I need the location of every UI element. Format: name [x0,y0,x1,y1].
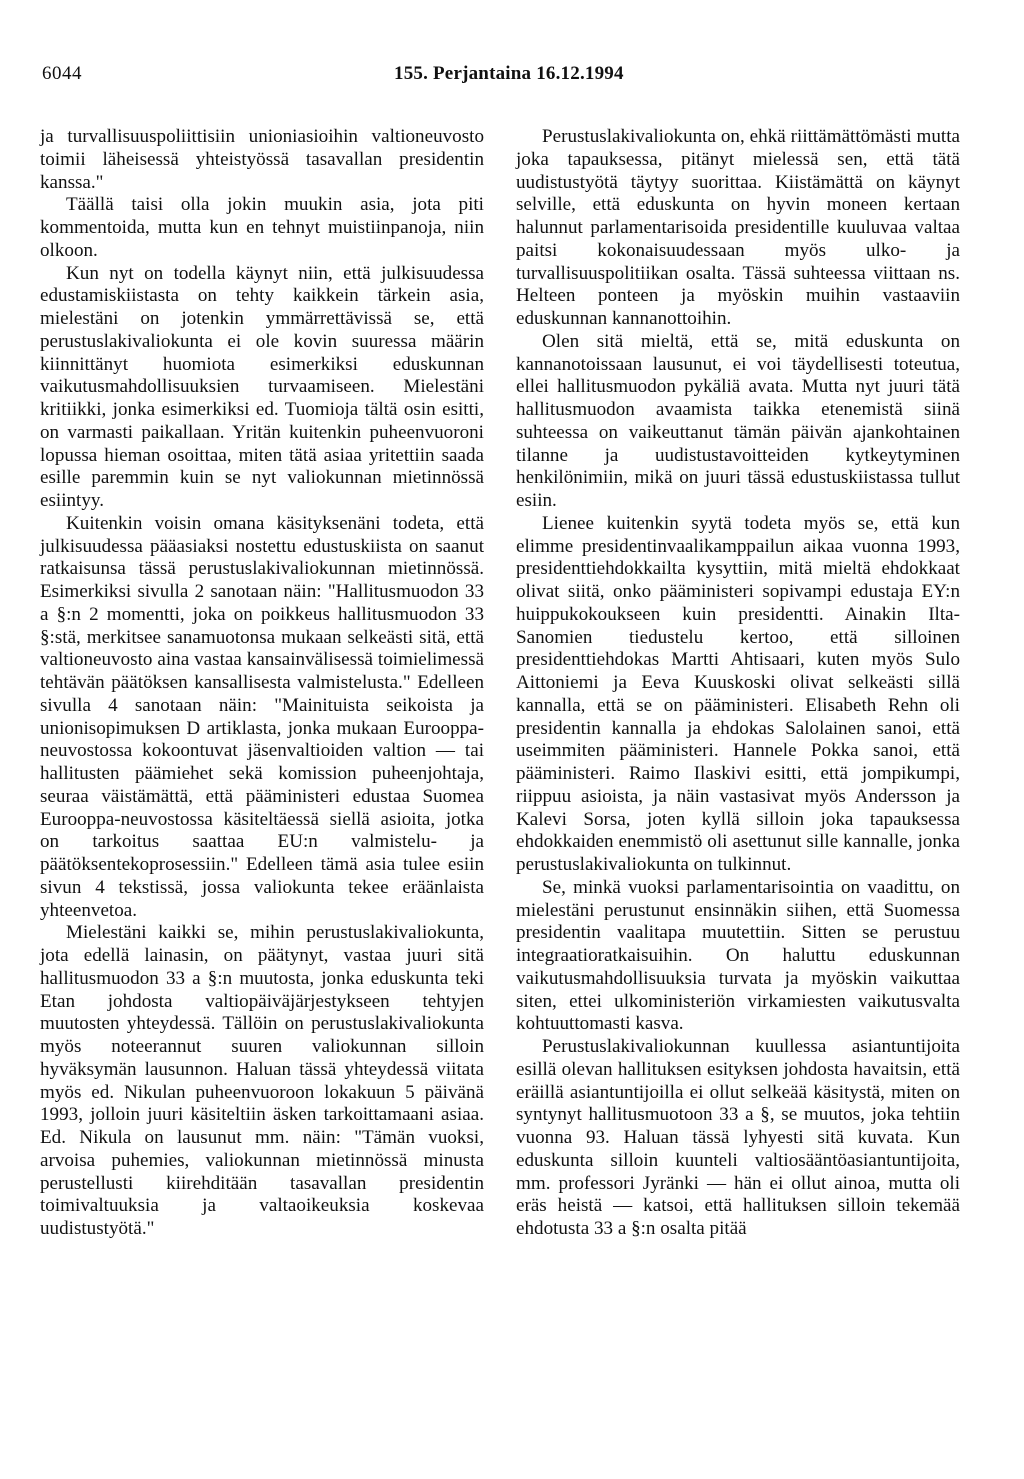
page-header [42,62,982,86]
paragraph: Täällä taisi olla jokin muukin asia, jota piti kommentoida, mutta kun en tehnyt muistiinpanoja, niin olkoon. [40,194,484,261]
page-number: 6044 [42,63,82,84]
paragraph: Kun nyt on todella käynyt niin, että julkisuudessa edustamiskiistasta on tehty kaikkein tärkein asia, mielestäni on jotenkin ymmärrettävissä se, että perustuslakivaliokunta ei ole kovin suuressa määrin kiinnittänyt huomiota esimerkiksi eduskunnan vaikutusmahdollisuuksien turvaamiseen. Mielestäni kritiikki, jonka esimerkiksi ed. Tuomioja tältä osin esitti, on varmasti paikallaan. Yritän kuitenkin puheenvuoroni lopussa hieman osoittaa, miten tätä asiaa yritettiin saada esille paremmin kuin se nyt valiokunnan mietinnössä esiintyy. [40,262,484,511]
paragraph: Mielestäni kaikki se, mihin perustuslakivaliokunta, jota edellä lainasin, on päätynyt, vastaa juuri sitä hallitusmuodon 33 a §:n muutosta, jonka eduskunta teki Etan johdosta valtiopäiväjärjestykseen tehtyjen muutosten yhteydessä. Tällöin on perustuslakivaliokunta myös noteerannut suuren valiokunnan silloin hyväksymän lausunnon. Haluan tässä yhteydessä viitata myös ed. Nikulan puheenvuoroon lokakuun 5 päivänä 1993, jolloin juuri käsiteltiin äsken tarkoittamaani asiaa. Ed. Nikula on lausunut mm. näin: "Tämän vuoksi, arvoisa puhemies, valiokunnan mietinnössä minusta perustellusti kiirehditään tasavallan presidentin toimivaltuuksia ja valtaoikeuksia koskevaa uudistustyötä." [40,922,484,1239]
paragraph: Olen sitä mieltä, että se, mitä eduskunta on kannanotoissaan lausunut, ei voi täydellisesti toteutua, ellei hallitusmuodon pykäliä avata. Mutta nyt juuri tätä hallitusmuodon avaamista taikka etenemistä siinä suhteessa on vaikeuttanut tämän päivän ajankohtainen tilanne ja uudistustavoitteiden kytkeytyminen henkilönimiin, mikä on juuri tässä edustuskiistassa tullut esiin. [516,330,960,511]
paragraph: Lienee kuitenkin syytä todeta myös se, että kun elimme presidentinvaalikamppailun aikaa vuonna 1993, presidenttiehdokkailta kysyttiin, mitä mieltä ehdokkaat olivat siitä, onko pääministeri sopivampi edustaja EY:n huippukokoukseen kuin presidentti. Ainakin Ilta-Sanomien tiedustelu kertoo, että silloinen presidenttiehdokas Martti Ahtisaari, kuten myös Sulo Aittoniemi ja Eeva Kuuskoski olivat selkeästi sillä kannalla, että se on pääministeri. Elisabeth Rehn oli presidentin kannalla ja ehdokas Salolainen sanoi, että useimmiten pääministeri. Hannele Pokka sanoi, että pääministeri. Raimo Ilaskivi esitti, että jompikumpi, riippuu asioista, ja näin vastasivat myös Andersson ja Kalevi Sorsa, joten kyllä silloin joka tapauksessa ehdokkaiden enemmistö oli asettunut sille kannalle, jonka perustuslakivaliokunta on tulkinnut. [516,512,960,875]
session-date-heading: 155. Perjantaina 16.12.1994 [394,63,624,84]
right-text-column [516,126,960,1241]
paragraph: Perustuslakivaliokunnan kuullessa asiantuntijoita esillä olevan hallituksen esityksen johdosta havaitsin, että eräillä asiantuntijoilla ei ollut selkeää käsitystä, miten on syntynyt hallitusmuotoon 33 a §, se muutos, joka tehtiin vuonna 93. Haluan tässä lyhyesti sitä kuvata. Kun eduskunta silloin kuunteli valtiosääntöasiantuntijoita, mm. professori Jyränki — hän ei ollut ainoa, mutta oli eräs heistä — katsoi, että hallituksen silloin tekemää ehdotusta 33 a §:n osalta pitää [516,1036,960,1239]
paragraph: Se, minkä vuoksi parlamentarisointia on vaadittu, on mielestäni perustunut ensinnäkin siihen, että Suomessa presidentin vaalitapa muutettiin. Sitten se perustuu integraatioratkaisuihin. On haluttu eduskunnan vaikutusmahdollisuuksia turvata ja myöskin vaikuttaa siten, ettei ulkoministeriön virkamiesten vaikutusvalta kohtuuttomasti kasva. [516,876,960,1035]
paragraph: Kuitenkin voisin omana käsityksenäni todeta, että julkisuudessa pääasiaksi nostettu edustuskiista on saanut ratkaisunsa tässä perustuslakivaliokunnan mietinnössä. Esimerkiksi sivulla 2 sanotaan näin: "Hallitusmuodon 33 a §:n 2 momentti, joka on poikkeus hallitusmuodon 33 §:stä, merkitsee sanamuotonsa mukaan selkeästi sitä, että valtioneuvosto aina vastaa kansainvälisessä toimielimessä tehtävän päätöksen kansallisesta valmistelusta." Edelleen sivulla 4 sanotaan näin: "Mainituista seikoista ja unionisopimuksen D artiklasta, jonka mukaan Eurooppa-neuvostossa kokoontuvat jäsenvaltioiden valtion — tai hallitusten päämiehet sekä komission puheenjohtaja, seuraa väistämättä, että pääministeri edustaa Suomea Eurooppa-neuvostossa käsiteltäessä siellä asioita, jotka on tarkoitus saattaa EU:n valmistelu- ja päätöksentekoprosessiin." Edelleen tämä asia tulee esiin sivun 4 tekstissä, jossa valiokunta tekee eräänlaista yhteenvetoa. [40,512,484,921]
paragraph: Perustuslakivaliokunta on, ehkä riittämättömästi mutta joka tapauksessa, pitänyt mielessä sen, että tätä uudistustyötä täytyy suorittaa. Kiistämättä on käynyt selville, että eduskunta on hyvin moneen kertaan halunnut parlamentarisoida presidentille kuuluvaa valtaa paitsi kokonaisuudessaan myös ulko- ja turvallisuuspolitiikan osalta. Tässä suhteessa viittaan ns. Helteen ponteen ja myöskin muihin vastaaviin eduskunnan kannanottoihin. [516,126,960,329]
paragraph: ja turvallisuuspoliittisiin unioniasioihin valtioneuvosto toimii läheisessä yhteistyössä tasavallan presidentin kanssa." [40,126,484,193]
left-text-column [40,126,484,1241]
